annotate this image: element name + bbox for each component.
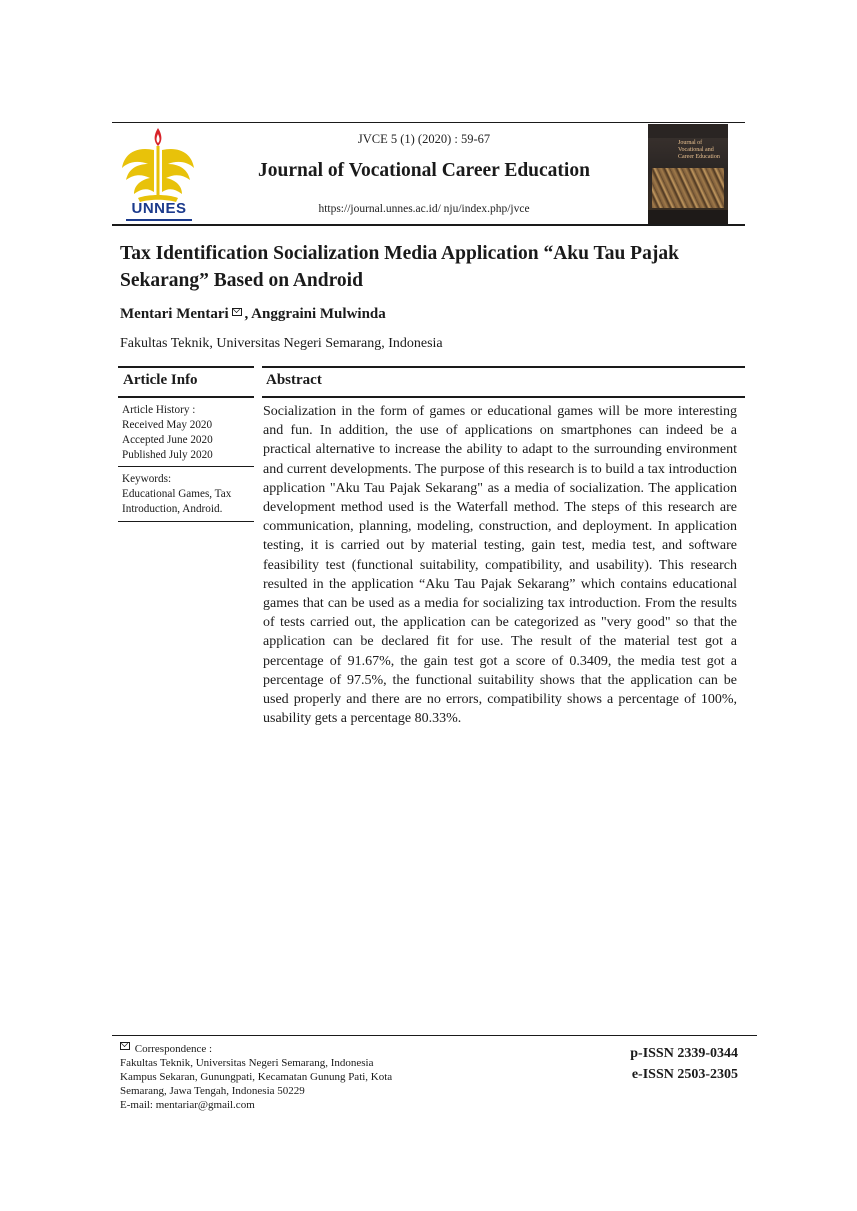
info-top-rule (118, 366, 254, 368)
unnes-logo (118, 124, 200, 224)
correspondence-line-2: Kampus Sekaran, Gunungpati, Kecamatan Gunung Pati, Kota (120, 1071, 393, 1083)
footer-rule (112, 1035, 757, 1036)
published-date: Published July 2020 (122, 449, 213, 461)
logo-wordmark: UNNES (131, 200, 187, 217)
p-issn: p-ISSN 2339-0344 (630, 1046, 738, 1061)
correspondence-label-row (120, 1042, 450, 1056)
cover-photo (652, 168, 724, 208)
paper-title: Tax Identification Socialization Media Application “Aku Tau Pajak Sekarang” Based on Android (120, 243, 679, 291)
abstract-heading-rule (262, 396, 745, 398)
affiliation: Fakultas Teknik, Universitas Negeri Semarang, Indonesia (120, 336, 443, 351)
keywords-bottom-rule (118, 521, 254, 522)
cover-footer-band (648, 210, 728, 224)
e-issn: e-ISSN 2503-2305 (631, 1067, 738, 1082)
article-info-heading: Article Info (123, 372, 198, 388)
correspondence-line-3: Semarang, Jawa Tengah, Indonesia 50229 (120, 1085, 305, 1097)
info-heading-rule (118, 396, 254, 398)
keywords-line-1: Educational Games, Tax (122, 488, 232, 500)
abstract-heading: Abstract (266, 372, 322, 388)
history-divider (118, 466, 254, 467)
logo-underline (126, 219, 192, 221)
abstract-body: Socialization in the form of games or educational games will be more interesting and fun. In addition, the use of applications on smartphones can indeed be a practical alternative to increase the ability to adapt to the surrounding environment and current developments. The purpose of this research is to build a tax introduction application "Aku Tau Pajak Sekarang" as a media of socialization. The application development method used is the Waterfall method. The steps of this research are communication, planning, modeling, construction, and deployment. In application testing, it is carried out by material testing, gain test, media test, and software feasibility test (functional suitability, compatibility, and usability). This research resulted in the application “Aku Tau Pajak Sekarang” which contains educational games that can be used as a media for socializing tax introduction. From the results of tests carried out, the application can be categorized as "very good" so that the application can be declared fit for use. The result of the material test got a percentage of 91.67%, the gain test got a score of 0.3409, the media test got a percentage of 97.5%, the functional suitability shows that the application can be used properly and there are no errors, compatibility shows a percentage of 100%, usability gets a percentage 80.33%. (263, 404, 737, 727)
journal-title: Journal of Vocational Career Education (258, 160, 590, 181)
correspondence-email[interactable]: E-mail: mentariar@gmail.com (120, 1099, 255, 1111)
issn-block (560, 1043, 738, 1085)
author-1: Mentari Mentari (120, 306, 229, 322)
header-top-rule (112, 122, 745, 123)
keywords-label: Keywords: (122, 473, 172, 485)
correspondence-block (120, 1042, 450, 1112)
keywords-block (122, 472, 254, 517)
keywords-line-2: Introduction, Android. (122, 503, 223, 515)
cover-title: Journal of Vocational and Career Education (678, 140, 720, 160)
received-date: Received May 2020 (122, 419, 213, 431)
article-history (122, 403, 254, 463)
history-label: Article History : (122, 404, 196, 416)
correspondence-line-1: Fakultas Teknik, Universitas Negeri Semarang, Indonesia (120, 1057, 374, 1069)
journal-url[interactable]: https://journal.unnes.ac.id/ nju/index.php/jvce (318, 203, 530, 215)
journal-volume-info: JVCE 5 (1) (2020) : 59-67 (357, 132, 491, 146)
accepted-date: Accepted June 2020 (122, 434, 213, 446)
abstract-top-rule (262, 366, 745, 368)
author-list (120, 306, 745, 323)
author-2: , Anggraini Mulwinda (244, 306, 386, 322)
envelope-icon (232, 308, 242, 316)
correspondence-label: Correspondence : (134, 1043, 213, 1055)
journal-cover-image (648, 124, 728, 224)
header-bottom-rule (112, 224, 745, 226)
envelope-icon (120, 1042, 130, 1050)
cover-header-band (648, 124, 728, 138)
